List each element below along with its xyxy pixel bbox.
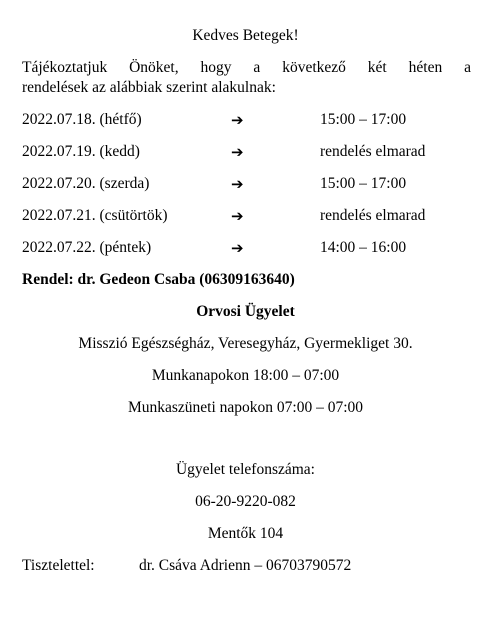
- duty-title: Orvosi Ügyelet: [196, 303, 295, 320]
- greeting: Kedves Betegek!: [192, 27, 299, 44]
- arrow-right-icon: ➔: [231, 111, 244, 129]
- schedule-date: 2022.07.20. (szerda): [22, 175, 150, 192]
- schedule-date: 2022.07.22. (péntek): [22, 239, 152, 256]
- duty-holidays: Munkaszüneti napokon 07:00 – 07:00: [127, 399, 364, 416]
- schedule-time: 15:00 – 17:00: [320, 111, 407, 128]
- schedule-time: rendelés elmarad: [320, 207, 426, 224]
- duty-address: Misszió Egészségház, Veresegyház, Gyermekliget 30.: [78, 335, 413, 352]
- schedule-row: [22, 239, 471, 257]
- arrow-right-icon: ➔: [231, 239, 244, 257]
- schedule-time: 14:00 – 16:00: [320, 239, 407, 256]
- schedule-row: [22, 143, 471, 161]
- arrow-right-icon: ➔: [231, 175, 244, 193]
- schedule-time: rendelés elmarad: [320, 143, 426, 160]
- schedule-date: 2022.07.18. (hétfő): [22, 111, 142, 128]
- signature: dr. Csáva Adrienn – 06703790572: [139, 557, 352, 574]
- schedule-row: [22, 111, 471, 129]
- schedule-row: [22, 207, 471, 225]
- ambulance-number: Mentők 104: [207, 525, 284, 542]
- duty-phone: 06-20-9220-082: [195, 493, 296, 510]
- arrow-right-icon: ➔: [231, 207, 244, 225]
- schedule-time: 15:00 – 17:00: [320, 175, 407, 192]
- doctor-line: Rendel: dr. Gedeon Csaba (06309163640): [22, 271, 295, 288]
- duty-weekdays: Munkanapokon 18:00 – 07:00: [151, 367, 340, 384]
- closing-label: Tisztelettel:: [22, 557, 95, 574]
- intro-line-2: rendelések az alábbiak szerint alakulnak:: [22, 79, 276, 96]
- arrow-right-icon: ➔: [231, 143, 244, 161]
- intro-line-1: Tájékoztatjuk Önöket, hogy a következő két héten a: [22, 59, 471, 76]
- schedule-date: 2022.07.21. (csütörtök): [22, 207, 168, 224]
- schedule-row: [22, 175, 471, 193]
- duty-phone-label: Ügyelet telefonszáma:: [175, 461, 315, 478]
- schedule-date: 2022.07.19. (kedd): [22, 143, 140, 160]
